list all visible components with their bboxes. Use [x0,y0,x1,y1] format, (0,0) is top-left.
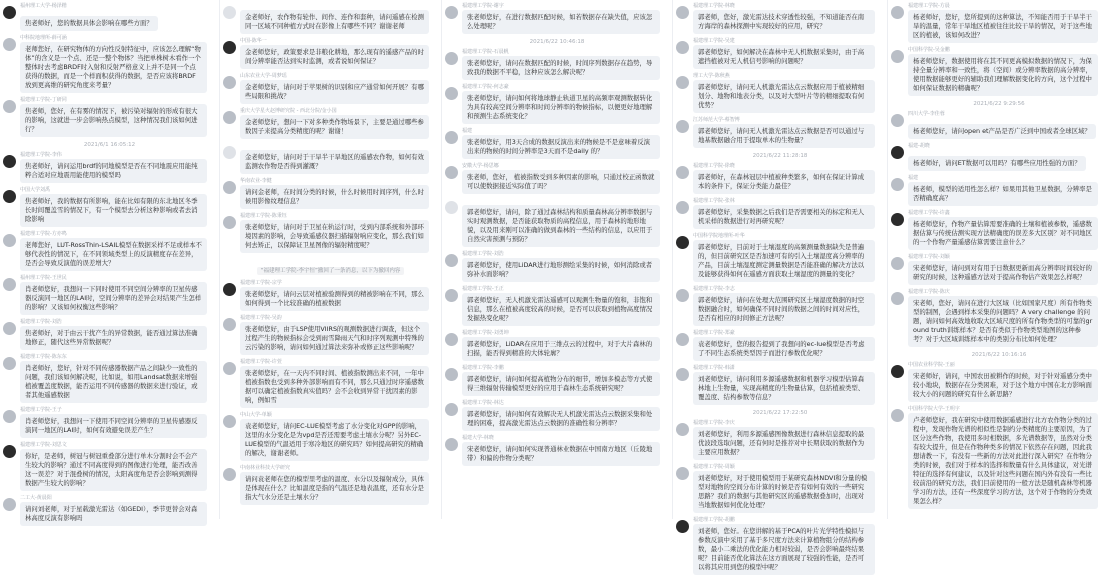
message-bubble[interactable]: 郭老师，您好，激光雷达技术穿透性较强，不知道能否在南方海岸的森林探测中实现较好的应用，研究？ [693,10,875,34]
chat-message[interactable] [220,38,441,69]
chat-message[interactable] [0,35,219,93]
chat-message[interactable] [220,213,441,253]
chat-message[interactable] [0,354,219,403]
chat-message[interactable] [220,359,441,408]
message-bubble[interactable]: 刘老师您好，请问利用多源遥感数据和机器学习模型估算森林地上生物量，实现高精度的生物量估算，包括植被类型、覆盖度、结构参数等信息？ [693,372,875,405]
avatar[interactable] [891,178,904,191]
message-bubble[interactable]: 肖老师您好，我想问一下同时使用不同空间分辨率的卫星传感器反演同一地区的LAI时，空间分辨率的差异会对结果产生怎样的影响？又该如何权衡这些影响？ [20,282,207,315]
chat-message[interactable] [442,400,672,431]
avatar[interactable] [223,468,236,481]
sender-name: 福建理工学院-徐晓 [693,163,735,169]
sender-name: 福建理工学院-周颖 [693,464,735,470]
chat-message[interactable] [220,412,441,461]
chat-message[interactable] [888,175,1110,206]
sender-name: 福建理工学院-王正 [462,286,504,292]
sender-name: 山东农业大学-周梦瑶 [240,73,287,79]
avatar[interactable] [445,87,458,100]
chat-message[interactable] [442,84,672,124]
message-bubble[interactable]: 张老师，您好， 植被指数受到多种因素的影响，只通过校正函数就可以使数据接近实际值了吗？ [462,170,660,194]
sender-name: 福建理工学院-吴韵 [240,315,282,321]
sender-name: 福建理工学院-刘浩 [20,319,62,325]
message-bubble[interactable]: 刘老师您好，利用多源遥感图像数据进行森林信息提取的最优波段选取问题，还有何时是推荐对中长期获取的数据作为主要应用数据？ [693,427,875,460]
chat-message[interactable] [0,152,219,183]
sender-name: 福建理工学院-刘浩 [462,251,504,257]
avatar[interactable] [223,146,236,159]
chat-message[interactable] [220,108,441,139]
sender-name: 福建理工学院-韩潇 [693,365,735,371]
avatar[interactable] [3,190,16,203]
message-bubble[interactable]: 金老师您好，想问一下对多种类作物场景下，主要是通过哪些参数因子来提高分类精度的呢？谢谢！ [240,115,429,139]
system-notice [220,257,441,276]
avatar[interactable] [3,322,16,335]
sender-name: 福建理工学院-张林 [693,198,735,204]
chat-message[interactable] [442,3,672,34]
chat-message[interactable] [220,280,441,311]
message-bubble[interactable]: 郭老师您好，无人机激光雷达遥感可以观测生物量的饱和，非饱和信息，那么在植被高度较高的时候，是否可以获取到植物高度情况发掘热变化呢？ [462,293,660,326]
sender-name: 华南农业-李健 [240,178,272,184]
avatar[interactable] [676,368,689,381]
avatar[interactable] [891,50,904,63]
message-bubble[interactable]: 你好，是老师，树冠与树冠重叠部分进行单木分割时会不会产生较大的影响？通过不同高度得到的图像进行处理，能否改善这一误差？对于混叠树的情况，太阳高度角是否会影响到测得数据产生较大的影响？ [20,449,207,491]
message-bubble[interactable]: 请问金老师，在时间分类的时候，什么时候用时间序列，什么时候用影像纹理信息？ [240,185,429,209]
chat-message[interactable] [442,128,672,159]
message-bubble[interactable]: 张老师您好，请问云层对植被验测得到的精被影响在不同，那么如何得到一个比较准确的植被数据 [240,287,429,311]
sender-name: 福建理工学院-王子 [20,407,62,413]
message-bubble[interactable]: 刘老师，您好。在您讲解的基于PCA的叶片光学特性模拟与参数反演中采用了基于多尺度方法来计算植物组分的结构参数，最小二乘法的优化能力相对较弱，是否会影响最终结果呢？目前能否优化算法在这方面展现了较强的性能，是否可以将其应用到您的模型中呢？ [693,524,875,575]
chat-message[interactable] [0,495,219,526]
chat-message[interactable] [0,231,219,271]
chat-message[interactable] [220,3,441,34]
sender-name: 福州理工大学-杨泽楷 [20,3,67,9]
sender-name: 福建理工学院-何志豪 [462,84,509,90]
chat-message[interactable] [673,464,887,513]
sender-name: 安徽大学-杨思娜 [462,163,499,169]
message-bubble[interactable]: 卢老师您好，我在研究中使用数据遥感进行北方农作物分类的过程中，发现作物光谱的相似性是制约分类精度的主要原因，为了区分这些作物，我使用多时相数据，多光谱数据等，虽然对分类有较大提升，但是在作物种类多的情况下依然存在问题，因此我想请教一下，有没有一些新的方法对此进行深入研究？在作物分类的时候，我们对于样本的选择和数量有什么具体建议，对光谱特征的选择有何建议，以及针对这些问题在国内外有没有一些比较前沿的研究方法，我们目前使用的一般方法是随机森林等机器学习的方法，还有一些深度学习的方法，这个对于作物的分类效果怎么样？ [908,413,1098,509]
avatar[interactable] [891,146,904,159]
sender-name: 福建理工学院-许萱 [240,359,282,365]
sender-name: 福建理工学院-许鑫 [908,210,950,216]
chat-message[interactable] [673,233,887,282]
avatar[interactable] [445,254,458,267]
message-bubble[interactable]: 袁老师您好，请问EC-LUE模型考虑了水分变化对GPP的影响，这里的水分变化是为vpd是否还需要考虑土壤水分呢？另外EC-LUE模型的气温适用于寒冷地区的研究吗？如何提高研究的精确的解决，谢谢老师。 [240,419,429,461]
avatar[interactable] [891,257,904,270]
sender-name: 福建理工学院-郑豪 [693,330,735,336]
chat-message[interactable] [0,187,219,227]
avatar[interactable] [676,76,689,89]
avatar[interactable] [676,333,689,346]
message-bubble[interactable]: 袁老师您好，您的报告提到了我想问的ec-lue模型是否考虑了不同生态系统类型因子而进行参数优化呢？ [693,337,875,361]
avatar[interactable] [445,368,458,381]
chat-message[interactable] [888,3,1110,43]
avatar[interactable] [676,120,689,133]
sender-name: 福建大学-林晓 [462,435,494,441]
avatar[interactable] [676,289,689,302]
message-bubble[interactable]: 肖老师您好，我想问一下使用不同空间分辨率的卫星传感器反演同一地区的LAI时，如何有效避免误差产生？ [20,414,207,438]
message-bubble[interactable]: 宋老师，您好，请问在进行大区域（比如国家尺度）所有作物类型的制图，会遇到样本采集的问题吗？A very challenge 的问题，请问如何高效地收取大区域尺度的所有作物类型的可靠的ground truth训练样本？是否有类似于作物类型地图的这种参考？对于大区域训练样本中的类别分布比如何处理？ [908,296,1098,347]
chat-message[interactable] [0,3,219,31]
sender-name: 中国大学刘禹 [20,187,51,193]
message-bubble[interactable]: 张老师您好，在一天内不同时间、植被指数测出来不同，一年中植被指数也受到多种外部影响而有不同，那么只通过时序遥感数据可以确定植被指数真实值吗？会不会收到异常干扰因素的影响，例如雪 [240,366,429,408]
avatar[interactable] [223,111,236,124]
message-bubble[interactable]: 老师您好，LUT-RossThin-LSAIL模型在数据采样不足或样本不够代表性的情况下，在不同领域类型上的反演精度存在差异，是否会导致反演值的误差增大？ [20,238,207,271]
sender-name: 福建理工学院-李志 [693,286,735,292]
avatar[interactable] [223,76,236,89]
avatar[interactable] [676,201,689,214]
message-bubble[interactable]: 郭老师您好，请问，除了通过森林结构和质量森林高分辨率数据与实时观测数据，是否能获取物质的高程信息，用于森林的地形地貌，以及用来刚可以准确的做到森林的一些结构的信息，以应用于自然灾害预测与预防？ [462,205,660,247]
sender-name: 福建理工学院-刘颖 [908,254,950,260]
message-bubble[interactable]: 杨老师，模型的适用性怎么样？如果用其他卫星数据，分辨率是否精确度高？ [908,182,1098,206]
chat-message[interactable] [673,420,887,460]
message-bubble[interactable]: 金老师您好，请问对于苹果树的识别和应产通常如何开展？有哪些局限和挑战？ [240,80,429,104]
sender-name: 福建理工学院-林晓 [693,3,735,9]
chat-message[interactable] [442,49,672,80]
avatar[interactable] [676,166,689,179]
chat-message[interactable] [0,97,219,137]
chat-message[interactable] [220,465,441,505]
message-bubble[interactable]: 郭老师您好，目前对于土壤湿度的高频测量数据缺失是普遍的，但目前研究区是否加速可有的引入土壤湿度高分辨率的产品，目前土壤湿度测定测量数据是否能准确的解决方法以及能够获得如何在遥感方面获取土壤湿度的测量的变化？ [693,240,875,282]
avatar[interactable] [3,6,16,19]
chat-message[interactable] [442,163,672,194]
sender-name: 福建理工学院-林达 [462,400,504,406]
sender-name: 理工大学-陈秋燕 [693,73,730,79]
avatar[interactable] [3,100,16,113]
avatar[interactable] [3,278,16,291]
timestamp: 2021/6/1 16:05:12 [83,142,136,148]
avatar[interactable] [676,467,689,480]
chat-message[interactable] [888,254,1110,285]
avatar[interactable] [891,114,904,127]
message-bubble[interactable]: 金老师您好，请问对于干旱半干旱地区的遥感农作物，如何有效监测农作物是否得到灌溉？ [240,150,429,174]
chat-message[interactable] [888,210,1110,250]
chat-message[interactable] [888,289,1110,347]
message-bubble[interactable]: 杨老师您好，数据使用将在其不同更高模拟数据的情况下，为保持全量分辨率和一致性，将（空间）或分辨率数据的高分辨率，使用数据能够更好的辅助我们理解数据变化的方向，这个过程中如何保证数据的精确呢？ [908,54,1098,96]
chat-message[interactable] [673,73,887,113]
message-bubble[interactable]: 焦老师好，对于由云干扰产生的异常数据，能否通过算法准确地修正，随代这些异常数据呢？ [20,326,207,350]
avatar[interactable] [3,410,16,423]
avatar[interactable] [676,520,689,533]
sender-name: 福建理工学院-宗学 [240,280,282,286]
message-bubble[interactable]: 郭老师您好，请问如何提高植物分布的细节，增加多模态等方式使得三维辐射传输模型更好的应用于森林生态系统研究呢？ [462,372,660,396]
chat-message[interactable] [0,319,219,350]
chat-message[interactable] [220,315,441,355]
message-bubble[interactable]: 张老师您好，请问对于卫星在轨运行时，受到内部系统和外部环境因素的影响，会导致遥感仪器扫描辐射响应变化，那么我们如何去矫正，以保障证卫星图像的辐射精度呢？ [240,220,429,253]
sender-name: 福建理工学院-方晨 [908,3,950,9]
chat-message[interactable] [442,365,672,396]
message-bubble[interactable]: 金老师您好，政策要求是非粮化耕地，那么现有的遥感产品的时间分辨率能否达到实时监测，或者说如何保证？ [240,45,429,69]
timestamp: 2021/6/22 17:22:50 [752,410,808,416]
message-bubble[interactable]: 宋老师好，请问，中国农田被耕作的时候，对于针对遥感分类中较小地块，数据存在分类困难，对于这个地方中国在北方影响面较大小的问题的研究有什么新思路？ [908,369,1098,402]
message-bubble[interactable]: 杨老师您好，请问open et产品是否广泛到中国或者全球区域？ [908,124,1096,139]
sender-name: 福建理工学院-石晨帆 [462,49,509,55]
avatar[interactable] [676,41,689,54]
message-bubble[interactable]: 郭老师您好，LiDAR在应用于三维点云的过程中，对于大片森林的扫描，能否得到精准的大体轮廓？ [462,337,660,361]
chat-message[interactable] [888,362,1110,402]
sender-name: 二工大-黄晨阳 [20,495,52,501]
sender-name: 福建理工学院-李鹏 [462,365,504,371]
chat-message[interactable] [220,178,441,209]
sender-name: 中科院地理所-薛可涵 [20,35,67,41]
chat-message[interactable] [220,73,441,104]
avatar[interactable] [223,6,236,19]
message-bubble[interactable]: 宋老师您好，请问如何实现普通林业数据在中国南方地区（丘陵地带）和偏的作物分类呢？ [462,442,660,466]
avatar[interactable] [676,236,689,249]
message-bubble[interactable]: 老师您好，在研究物体的方向性反射特征中，应该怎么理解“物体”的含义是一个点、还是一整个物体？当把单株树木看作一个整体时去考虑BRDF时入射和反射严格意义上并不是同一个点获得的数据，而是一个样面积获得的数据，是否应该将BRDF放到更高维的研究角度来考量？ [20,42,207,93]
avatar[interactable] [223,362,236,375]
message-bubble[interactable]: 请问刘老师，对于星载激光雷达（如GEDI），季节更替会对森林高度反演有影响吗 [20,502,207,526]
chat-column-2[interactable] [220,0,442,519]
message-bubble[interactable]: 杨老师好，您好，您所提到的这种算法，不知能否用于干旱半干旱的温量，常年干旱地区植被往往比较干旱的情况，对于这些地区的植被，该如何改进？ [908,10,1098,43]
avatar[interactable] [445,52,458,65]
chat-column-5[interactable] [888,0,1110,519]
chat-message[interactable] [888,47,1110,96]
sender-name: 福州理工学院-王世民 [20,275,67,281]
sender-name: 中南林业科技大学研究 [240,465,291,471]
avatar[interactable] [223,415,236,428]
chat-message[interactable] [673,117,887,148]
avatar[interactable] [445,131,458,144]
system-notice-text: “福建理工学院-李宇恒”撤回了一条消息，以下为撤回内容 [257,267,405,275]
sender-name: 福建理工学院-刘思文 [20,442,67,448]
avatar[interactable] [223,181,236,194]
avatar[interactable] [676,423,689,436]
avatar[interactable] [891,292,904,305]
avatar[interactable] [445,166,458,179]
message-bubble[interactable]: 郭老师您好，请问无人机激光雷达点云数据是否可以通过与地基数据融合用于提取单木的生物量？ [693,124,875,148]
avatar[interactable] [445,333,458,346]
avatar[interactable] [445,201,458,214]
avatar[interactable] [223,283,236,296]
message-bubble[interactable]: 杨老师好，请问ET数据可以用吗？有哪些应用性强的方面？ [908,156,1086,171]
avatar[interactable] [3,155,16,168]
chat-message[interactable] [442,286,672,326]
avatar[interactable] [3,234,16,247]
message-bubble[interactable]: 郭老师好，在森林冠层中植被种类繁多，如何在保证计算成本的条件下，保证分类能力最佳？ [693,170,875,194]
sender-name: 福建理工学院-方亦鸣 [20,231,67,237]
avatar[interactable] [676,6,689,19]
chat-message[interactable] [673,3,887,34]
avatar[interactable] [891,213,904,226]
chat-message[interactable] [0,407,219,438]
chat-message[interactable] [442,435,672,466]
sender-name: 福建理工学院-刘勇坤 [462,330,509,336]
message-bubble[interactable]: 焦老师好，我的数据有所影响，能在比如有限的东北地区冬季长时间覆盖雪的情况下，有一个模型去分析这种影响或者去消除影响 [20,194,207,227]
chat-message[interactable] [673,38,887,69]
message-bubble[interactable]: 焦老师，您好，在有雾的情况下，被污染对辐射的形成有很大的影响，这就进一步会影响热点模型，这种情况我们该如何进行？ [20,104,207,137]
chat-message[interactable] [673,330,887,361]
timestamp: 2021/6/22 11:28:18 [752,153,808,159]
chat-message[interactable] [442,330,672,361]
chat-message[interactable] [220,143,441,174]
avatar[interactable] [223,41,236,54]
sender-name: 福建理工学院-陈庆 [908,289,950,295]
chat-message[interactable] [442,251,672,282]
chat-message[interactable] [442,198,672,247]
chat-message[interactable] [673,365,887,405]
message-bubble[interactable]: 杨老师您好，作物产量估算需要准确的土壤和植被参数，遥感数据估算与传统估测实现方法精确度的误差多大区别？对不同地区的一个作物产量遥感估算需要注意什么？ [908,217,1098,250]
chat-message[interactable] [673,286,887,326]
sender-name: 中国科学院-吴金鹏 [908,47,950,53]
avatar[interactable] [445,6,458,19]
avatar[interactable] [445,289,458,302]
message-bubble[interactable]: 请问袁老师在您的模型里考虑的温度、水分以及辐射成分，具体是体现在什么？比如温度是指的气温还是地表温度，还有水分是指大气水分还是土壤水分？ [240,472,429,505]
message-bubble[interactable]: 金老师好，农作物有轮作、间作、连作和套种，请问遥感在检测同一区域不同种植方式时在影像上有哪些不同？谢谢老师 [240,10,429,34]
timestamp: 2021/6/22 10:16:16 [971,352,1027,358]
avatar[interactable] [3,357,16,370]
message-bubble[interactable]: 张老师您好，请问在数据匹配的时候，时间序列数据存在趋势，导致我的数据不平稳，这种应该怎么解决呢？ [462,56,660,80]
sender-name [240,143,441,150]
sender-name: 福建理工学院-吴建 [693,38,735,44]
sender-name: 福建理工学院-胡鹏 [693,517,735,523]
sender-name: 中国科学院大学-王明宇 [908,406,960,412]
message-bubble[interactable]: 郭老师您好，请问在处理大范围研究区土壤湿度数据的时空数据融合时，如何确保不同时间的数据之间的时间对应性，是否有相应的时间修正方法呢？ [693,293,875,326]
sender-name: 福建 [462,128,473,134]
sender-name: 福建理工学院-谢宇 [462,3,504,9]
chat-column-3[interactable] [442,0,673,519]
message-bubble[interactable]: 郭老师您好，使用LiDAR进行地形测绘采集的时候，如何消除或者弥补水面影响？ [462,258,660,282]
sender-name: 福建理工学院-李伟 [20,152,62,158]
sender-name: 福建理工学院-陈秉钰 [240,213,287,219]
chat-message[interactable] [673,517,887,575]
avatar[interactable] [223,318,236,331]
chat-message[interactable] [673,163,887,194]
sender-name: 福建-胡晓 [908,143,930,149]
message-bubble[interactable]: 张老师您好，用3天合成的数据反演出来的物候是不是意味着反演出来的物候的时间分辨率是3天而不是daily 的？ [462,135,660,159]
message-bubble[interactable]: 张老师您好，请问如何将地球静止轨道卫星的高频率观测数据转化为具有较高空间分辨率和时间分辨率的物候指标，以便更好地理解和预测生态系统变化？ [462,91,660,124]
avatar[interactable] [223,216,236,229]
sender-name: 中国农业科学院-王丽 [908,362,955,368]
avatar[interactable] [891,6,904,19]
message-bubble[interactable]: 郭老师您好，采集数据之后我们是否需要相关的标定和无人机采样的数据进行对再研究呢？ [693,205,875,229]
sender-name: 中山大学-单颖 [240,412,272,418]
avatar[interactable] [3,498,16,511]
message-bubble[interactable]: 宋老师您好，请问到对有用于日数据更新而高分辨率时间较好的研究的时候，这种遥感方法对于提高作物估产效果怎么样呢？ [908,261,1098,285]
avatar[interactable] [3,38,16,51]
chat-message[interactable] [888,111,1110,139]
message-bubble[interactable]: 焦老师好，您的数据具体会影响在哪些方面？ [20,16,158,31]
sender-name [240,3,441,10]
chat-message[interactable] [673,198,887,229]
sender-name: 江苏师范大学-蔡智博 [693,117,740,123]
chat-message[interactable] [888,406,1110,509]
chat-message[interactable] [0,442,219,491]
sender-name: 福建理工学院-丁研同 [20,97,67,103]
sender-name: 福建 [908,175,919,181]
sender-name [462,198,672,205]
avatar[interactable] [445,438,458,451]
sender-name: 重庆大学星火赵博研究院 - 西北分院/金小国 [240,108,337,114]
avatar[interactable] [891,365,904,378]
chat-column-1[interactable] [0,0,220,522]
sender-name: 中国科学院地理所-叶华 [693,233,745,239]
avatar[interactable] [891,409,904,422]
avatar[interactable] [3,445,16,458]
sender-name: 福建理工学院-李庆 [693,420,735,426]
chat-message[interactable] [888,143,1110,171]
chat-message[interactable] [0,275,219,315]
sender-name: 中国-陈华一 [240,38,267,44]
message-bubble[interactable]: 肖老师好，您好，针对不同传感器数据产品之间缺少一致性的问题，我们该如何解决呢，比如说，如用Landsat数据来增强植被覆盖度数据，能否运用不同传感器的数据来进行验证，或者其他遥感数据 [20,361,207,403]
message-bubble[interactable]: 刘老师您好，对于使用模型用于某研究森林NDVI和分量的模型对地物的空间分布计算的时候是否有如何有效的一些研究思路？我们的数据与其他研究区的遥感数据叠加时，出现对当地数据如何优化处理？ [693,471,875,513]
timestamp: 2021/6/22 9:29:56 [973,101,1025,107]
sender-name: 福建理工学院-陈东东 [20,354,67,360]
message-bubble[interactable]: 郭老师您好，请问无人机激光雷达点云数据应用于植被精细划分、地物和地表分类，以及对大型叶片等的精细提取有何优势？ [693,80,875,113]
avatar[interactable] [445,403,458,416]
message-bubble[interactable]: 郭老师您好，如何解决在森林中无人机数据采集时，由于高遮挡植被对无人机信号影响的问题呢？ [693,45,875,69]
timestamp: 2021/6/22 10:46:18 [529,39,585,45]
message-bubble[interactable]: 张老师您好，由于LSP使用VIIRS的观测数据进行调查，但这个过程产生的物候指标会受到雨雪降雨天气和时序列观测中特殊的云污染的影响，请问如何通过算法来弥补或修正这些影响呢？ [240,322,429,355]
sender-name: 四川大学-李佳蓉 [908,111,945,117]
message-bubble[interactable]: 郭老师您好，请问如何有效解决无人机激光雷达点云数据采集和处理的困难，提高激光雷达点云数据的准确性和分辨率？ [462,407,660,431]
message-bubble[interactable]: 焦老师好，请问运用brdf的同地模型是否在不同地震应用能纯粹合适对应地震用能使用的模型吗 [20,159,207,183]
chat-column-4[interactable] [673,0,888,571]
message-bubble[interactable]: 张老师您好，在进行数据匹配时候，如若数据存在缺失值，应该怎么处理呢？ [462,10,660,34]
